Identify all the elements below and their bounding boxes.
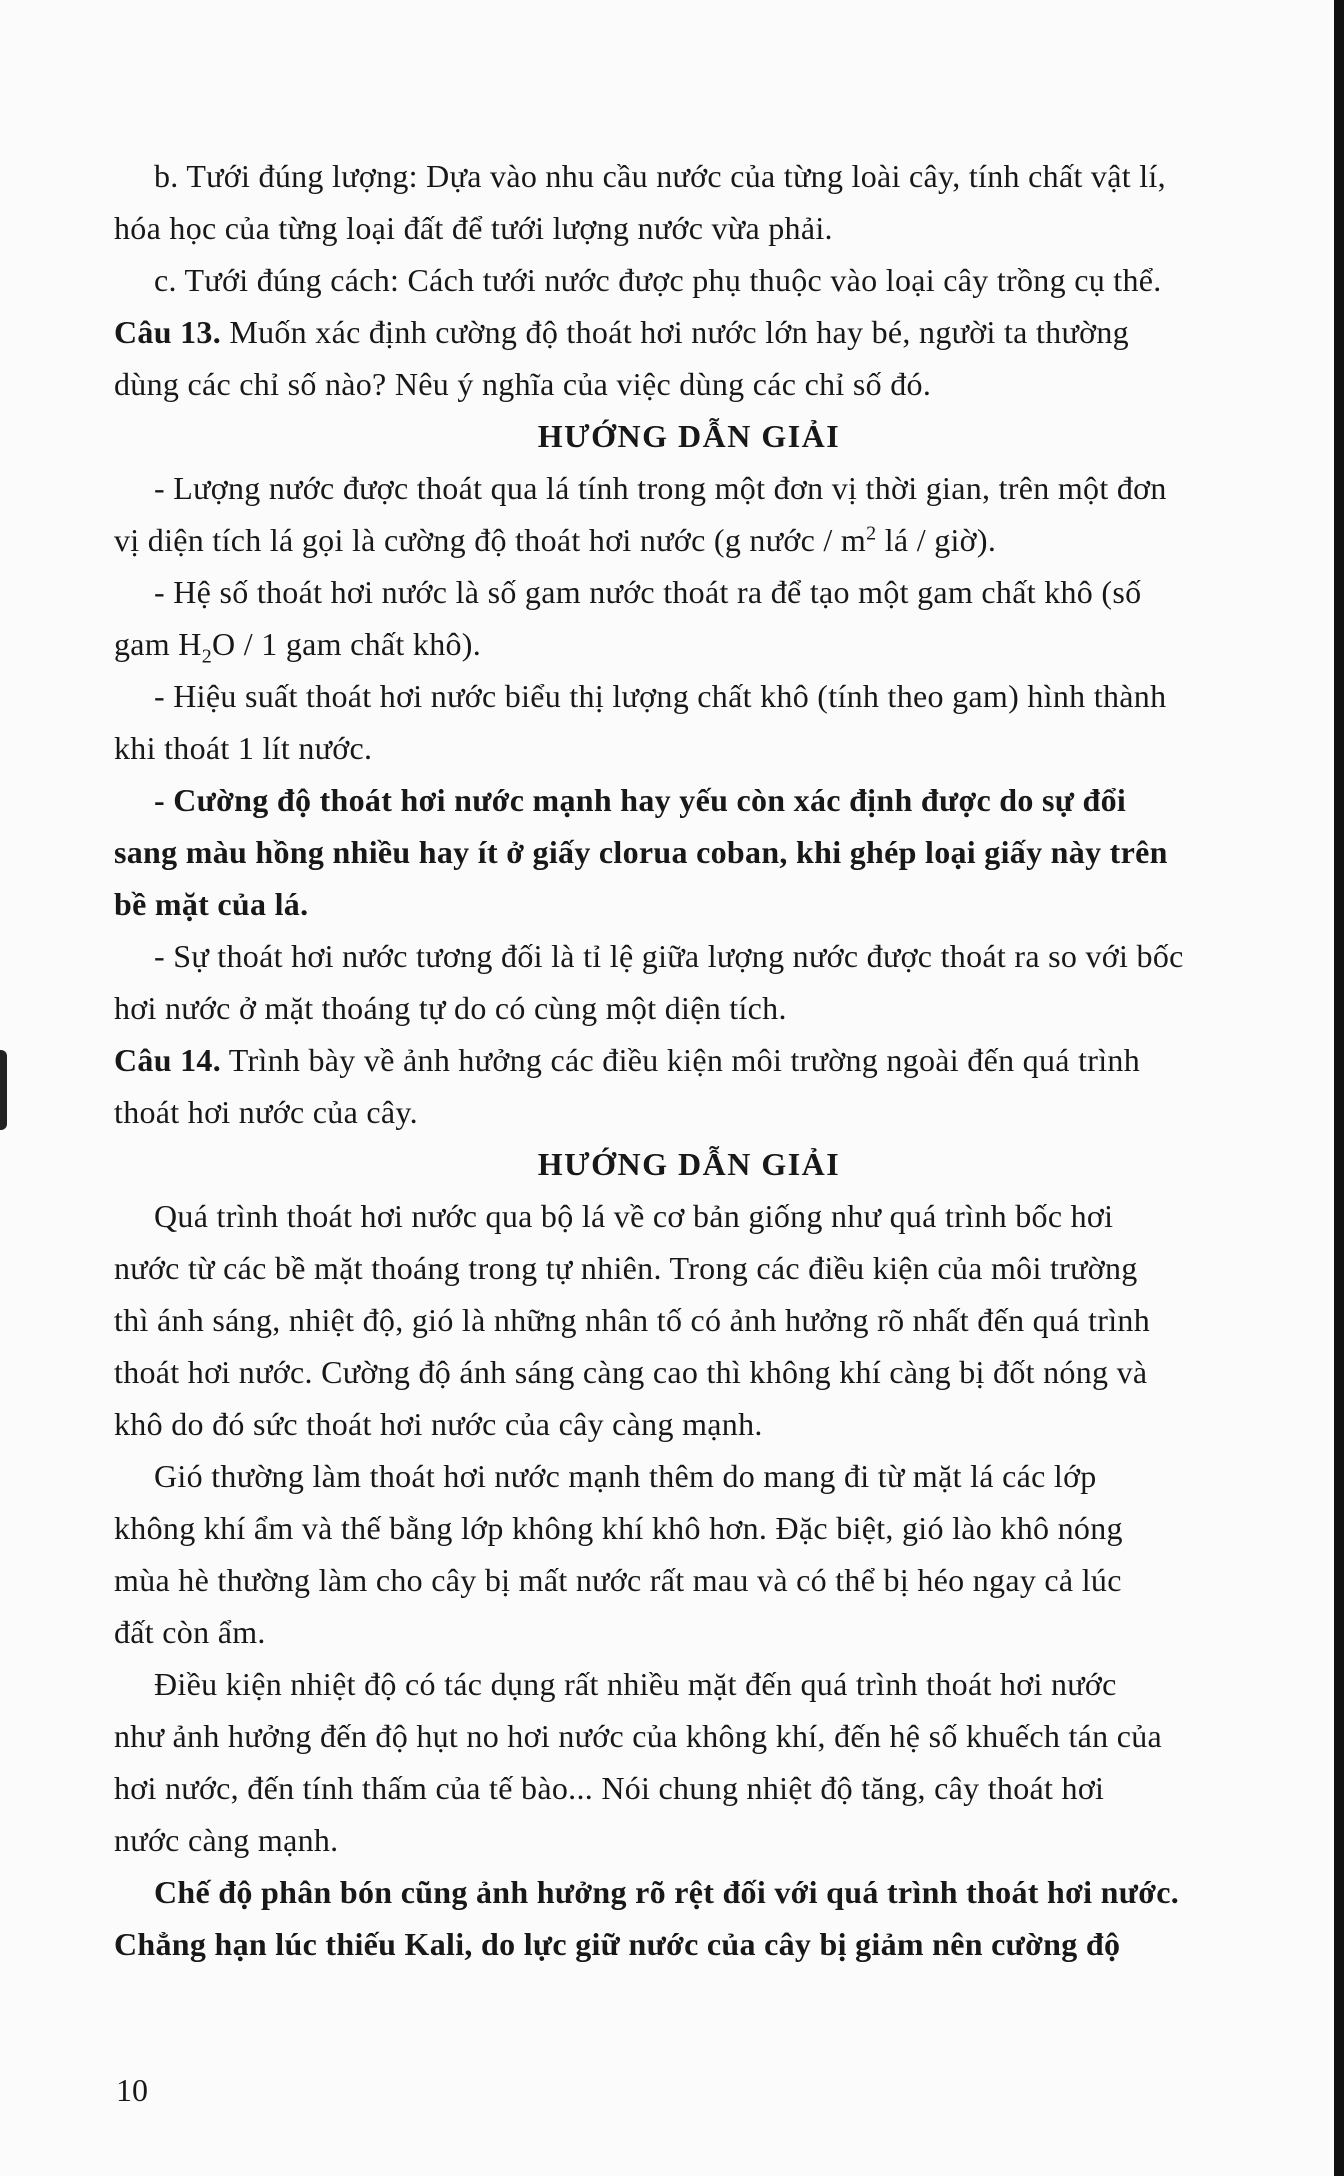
q14-question-text: Trình bày về ảnh hưởng các điều kiện môi trường ngoài đến quá trình: [221, 1042, 1141, 1078]
subscript: 2: [201, 645, 213, 668]
q13-heading: HƯỚNG DẪN GIẢI: [537, 418, 841, 454]
q13-p4-line-3: bề mặt của lá.: [114, 886, 309, 922]
q13-p3-line-1: - Hiệu suất thoát hơi nước biểu thị lượng chất khô (tính theo gam) hình thành: [154, 678, 1167, 714]
q14-label: Câu 14.: [114, 1042, 222, 1078]
q14-p1-line-5: khô do đó sức thoát hơi nước của cây càng mạnh.: [114, 1406, 763, 1442]
q14-question-line-1: [114, 1034, 1324, 1086]
q13-p2-line-1: - Hệ số thoát hơi nước là số gam nước thoát ra để tạo một gam chất khô (số: [154, 574, 1142, 610]
page-number: 10: [116, 2072, 148, 2108]
q13-p1-text-b: lá / giờ).: [876, 522, 997, 558]
q14-question-line-2: thoát hơi nước của cây.: [114, 1094, 418, 1130]
q14-p2-line-1: Gió thường làm thoát hơi nước mạnh thêm do mang đi từ mặt lá các lớp: [154, 1458, 1097, 1494]
q14-p3-line-3: hơi nước, đến tính thấm của tế bào... Nói chung nhiệt độ tăng, cây thoát hơi: [114, 1770, 1105, 1806]
q13-p4-line-1: - Cường độ thoát hơi nước mạnh hay yếu còn xác định được do sự đổi: [154, 782, 1127, 818]
page-edge-shadow: [1334, 0, 1344, 2176]
q14-p3-line-4: nước càng mạnh.: [114, 1822, 339, 1858]
q13-question-text: Muốn xác định cường độ thoát hơi nước lớn hay bé, người ta thường: [221, 314, 1129, 350]
q14-p4-line-2: Chẳng hạn lúc thiếu Kali, do lực giữ nước của cây bị giảm nên cường độ: [114, 1926, 1121, 1962]
q12-b-line-2: hóa học của từng loại đất để tưới lượng nước vừa phải.: [114, 210, 833, 246]
q13-p4-line-2: sang màu hồng nhiều hay ít ở giấy clorua coban, khi ghép loại giấy này trên: [114, 834, 1168, 870]
q14-p1-line-2: nước từ các bề mặt thoáng trong tự nhiên. Trong các điều kiện của môi trường: [114, 1250, 1138, 1286]
q14-p3-line-1: Điều kiện nhiệt độ có tác dụng rất nhiều mặt đến quá trình thoát hơi nước: [154, 1666, 1117, 1702]
q13-question-line-2: dùng các chỉ số nào? Nêu ý nghĩa của việc dùng các chỉ số đó.: [114, 366, 932, 402]
q13-p1-line-1: - Lượng nước được thoát qua lá tính trong một đơn vị thời gian, trên một đơn: [154, 470, 1167, 506]
page-body: [114, 150, 1324, 1970]
q13-p2-text-a: gam H: [114, 626, 202, 662]
q14-p3-line-2: như ảnh hưởng đến độ hụt no hơi nước của không khí, đến hệ số khuếch tán của: [114, 1718, 1163, 1754]
q13-p2-line-2: [114, 618, 1324, 670]
q13-p1-text-a: vị diện tích lá gọi là cường độ thoát hơi nước (g nước / m: [114, 522, 867, 558]
q14-p2-line-4: đất còn ẩm.: [114, 1614, 266, 1650]
q14-p2-line-2: không khí ẩm và thế bằng lớp không khí khô hơn. Đặc biệt, gió lào khô nóng: [114, 1510, 1123, 1546]
q14-p1-line-4: thoát hơi nước. Cường độ ánh sáng càng cao thì không khí càng bị đốt nóng và: [114, 1354, 1148, 1390]
q14-p1-line-1: Quá trình thoát hơi nước qua bộ lá về cơ bản giống như quá trình bốc hơi: [154, 1198, 1114, 1234]
q14-p4-line-1: Chế độ phân bón cũng ảnh hưởng rõ rệt đối với quá trình thoát hơi nước.: [154, 1874, 1180, 1910]
q12-c-line-1: c. Tưới đúng cách: Cách tưới nước được phụ thuộc vào loại cây trồng cụ thể.: [154, 262, 1162, 298]
q12-b-line-1: b. Tưới đúng lượng: Dựa vào nhu cầu nước của từng loài cây, tính chất vật lí,: [154, 158, 1166, 194]
binding-mark: [0, 1050, 7, 1130]
q13-question-line-1: [114, 306, 1324, 358]
q13-p2-text-b: O / 1 gam chất khô).: [212, 626, 482, 662]
superscript: 2: [866, 522, 877, 545]
q13-p1-line-2: [114, 514, 1324, 566]
q14-heading: HƯỚNG DẪN GIẢI: [537, 1146, 841, 1182]
q13-label: Câu 13.: [114, 314, 222, 350]
q13-p3-line-2: khi thoát 1 lít nước.: [114, 730, 373, 766]
q13-p5-line-1: - Sự thoát hơi nước tương đối là tỉ lệ giữa lượng nước được thoát ra so với bốc: [154, 938, 1184, 974]
q14-p2-line-3: mùa hè thường làm cho cây bị mất nước rất mau và có thể bị héo ngay cả lúc: [114, 1562, 1122, 1598]
q14-p1-line-3: thì ánh sáng, nhiệt độ, gió là những nhân tố có ảnh hưởng rõ nhất đến quá trình: [114, 1302, 1151, 1338]
q13-p5-line-2: hơi nước ở mặt thoáng tự do có cùng một diện tích.: [114, 990, 787, 1026]
